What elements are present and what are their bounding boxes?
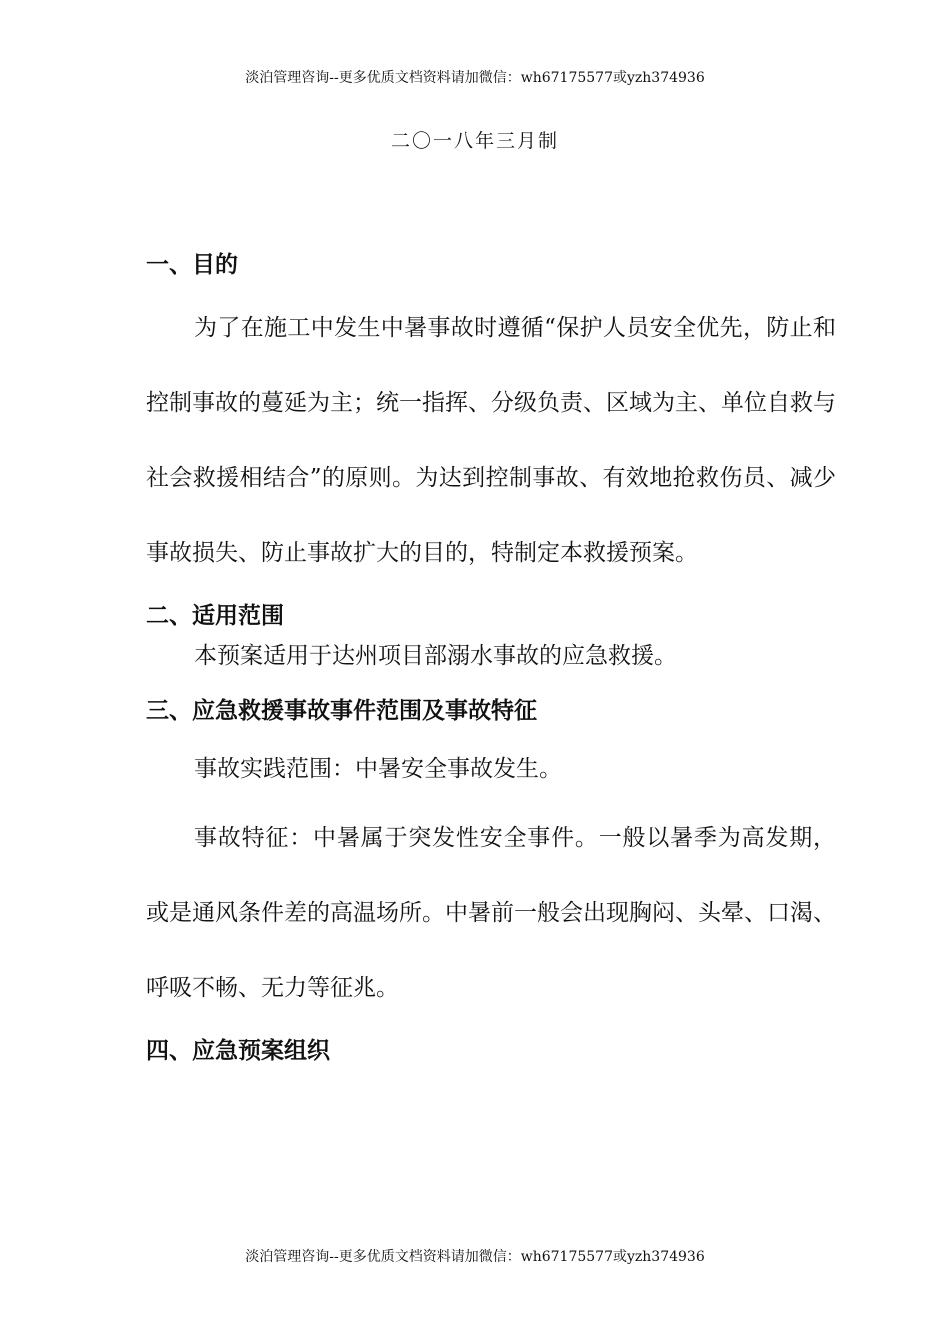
- document-date: 二〇一八年三月制: [390, 130, 559, 152]
- section-paragraph: 事故特征：中暑属于突发性安全事件。一般以暑季为高发期，或是通风条件差的高温场所。中暑前一般会出现胸闷、头晕、口渴、呼吸不畅、无力等征兆。: [146, 825, 836, 1001]
- section-paragraph: 事故实践范围：中暑安全事故发生。: [194, 756, 562, 782]
- section-heading-scope: 二、适用范围: [146, 603, 284, 629]
- page-header: 淡泊管理咨询--更多优质文档资料请加微信：wh67175577或yzh374936: [245, 70, 705, 86]
- section-heading-organization: 四、应急预案组织: [146, 1038, 330, 1064]
- section-paragraph: 本预案适用于达州项目部溺水事故的应急救援。: [194, 643, 677, 669]
- section-heading-purpose: 一、目的: [146, 252, 238, 278]
- page-footer: 淡泊管理咨询--更多优质文档资料请加微信：wh67175577或yzh374936: [245, 1249, 705, 1265]
- section-heading-incident-scope: 三、应急救援事故事件范围及事故特征: [146, 698, 537, 724]
- document-body: [146, 240, 836, 1065]
- section-paragraph: 为了在施工中发生中暑事故时遵循“保护人员安全优先，防止和控制事故的蔓延为主；统一指挥、分级负责、区域为主、单位自救与社会救援相结合”的原则。为达到控制事故、有效地抢救伤员、减少事故损失、防止事故扩大的目的，特制定本救援预案。: [146, 315, 836, 566]
